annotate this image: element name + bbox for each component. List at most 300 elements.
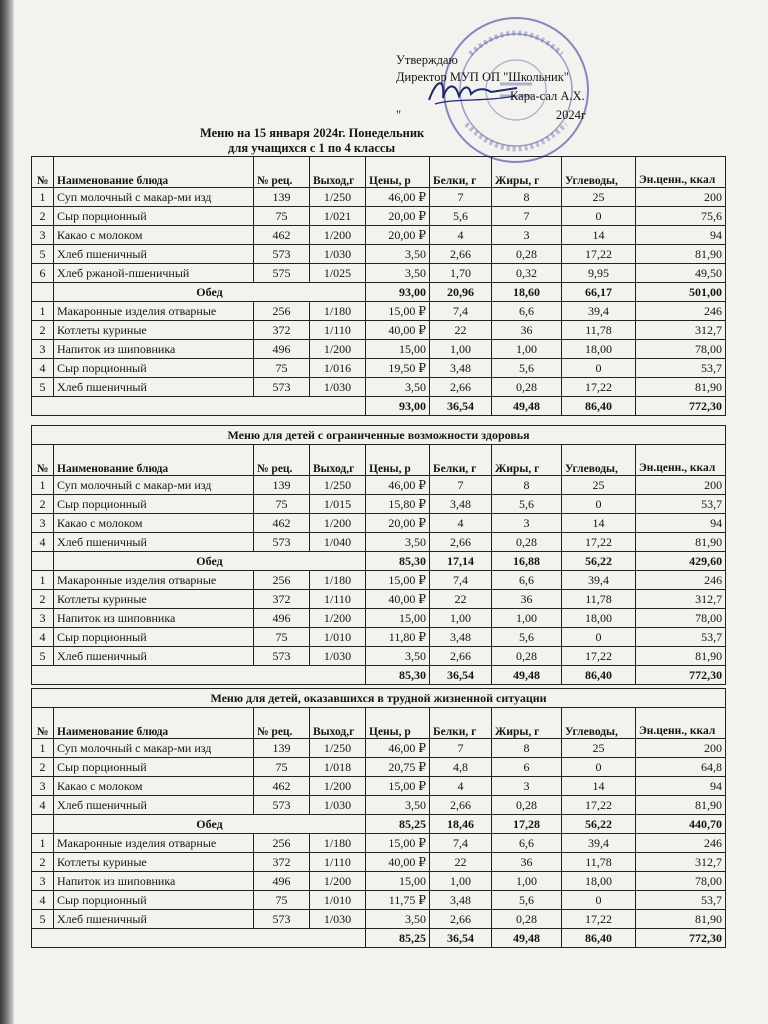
column-header: Цены, р: [366, 445, 430, 476]
dish-cell: 40,00 ₽: [366, 590, 430, 609]
total-cell: 85,30: [366, 666, 430, 685]
dish-cell: 7,4: [430, 571, 492, 590]
dish-cell: Хлеб пшеничный: [54, 647, 254, 666]
dish-cell: 7: [430, 739, 492, 758]
dish-cell: 0: [562, 891, 636, 910]
dish-row: [32, 495, 726, 514]
dish-cell: 22: [430, 853, 492, 872]
lunch-subtotal-cell: 17,14: [430, 552, 492, 571]
lunch-subtotal-cell: 440,70: [636, 815, 726, 834]
dish-cell: 46,00 ₽: [366, 188, 430, 207]
dish-cell: 6,6: [492, 302, 562, 321]
dish-cell: 2,66: [430, 378, 492, 397]
dish-cell: Котлеты куриные: [54, 321, 254, 340]
dish-cell: 3: [32, 226, 54, 245]
column-header: Цены, р: [366, 157, 430, 188]
dish-cell: 64,8: [636, 758, 726, 777]
dish-cell: 496: [254, 872, 310, 891]
total-cell: 49,48: [492, 397, 562, 416]
dish-row: [32, 207, 726, 226]
dish-cell: 1/180: [310, 571, 366, 590]
dish-cell: Сыр порционный: [54, 359, 254, 378]
dish-cell: 9,95: [562, 264, 636, 283]
dish-cell: 81,90: [636, 533, 726, 552]
lunch-subtotal-cell: 85,30: [366, 552, 430, 571]
dish-cell: 1/021: [310, 207, 366, 226]
dish-cell: 5: [32, 910, 54, 929]
dish-cell: 3,50: [366, 533, 430, 552]
dish-cell: 0: [562, 495, 636, 514]
dish-row: [32, 571, 726, 590]
dish-cell: 17,22: [562, 796, 636, 815]
column-header: Жиры, г: [492, 708, 562, 739]
dish-cell: 139: [254, 739, 310, 758]
column-header: № рец.: [254, 708, 310, 739]
dish-cell: 1,00: [492, 340, 562, 359]
dish-cell: 573: [254, 533, 310, 552]
dish-row: [32, 340, 726, 359]
dish-cell: 81,90: [636, 796, 726, 815]
dish-cell: 94: [636, 777, 726, 796]
dish-cell: 1/200: [310, 872, 366, 891]
dish-cell: 5: [32, 378, 54, 397]
dish-cell: 2: [32, 495, 54, 514]
dish-cell: 372: [254, 321, 310, 340]
dish-cell: 0,28: [492, 378, 562, 397]
dish-cell: Напиток из шиповника: [54, 609, 254, 628]
dish-cell: Сыр порционный: [54, 495, 254, 514]
lunch-subtotal-cell: 85,25: [366, 815, 430, 834]
dish-cell: 14: [562, 777, 636, 796]
column-header: Выход,г: [310, 157, 366, 188]
dish-cell: 256: [254, 302, 310, 321]
dish-cell: 1/030: [310, 245, 366, 264]
dish-cell: 40,00 ₽: [366, 853, 430, 872]
dish-cell: Сыр порционный: [54, 758, 254, 777]
dish-cell: 78,00: [636, 872, 726, 891]
dish-cell: 7: [430, 476, 492, 495]
total-cell: 49,48: [492, 666, 562, 685]
dish-cell: 15,00: [366, 609, 430, 628]
dish-row: [32, 245, 726, 264]
dish-cell: 2,66: [430, 533, 492, 552]
dish-cell: 1/250: [310, 739, 366, 758]
dish-cell: 573: [254, 378, 310, 397]
total-cell: 86,40: [562, 397, 636, 416]
dish-cell: 5,6: [492, 628, 562, 647]
approval-date: [396, 107, 586, 124]
total-row: [32, 929, 726, 948]
dish-cell: 1,00: [430, 609, 492, 628]
dish-cell: 1/018: [310, 758, 366, 777]
dish-cell: 200: [636, 739, 726, 758]
lunch-subtotal-cell: 16,88: [492, 552, 562, 571]
dish-row: [32, 647, 726, 666]
dish-cell: Котлеты куриные: [54, 853, 254, 872]
lunch-subtotal-cell: 93,00: [366, 283, 430, 302]
column-header: Углеводы,: [562, 157, 636, 188]
column-header: Белки, г: [430, 445, 492, 476]
dish-cell: 1/110: [310, 590, 366, 609]
dish-cell: 4: [430, 514, 492, 533]
dish-cell: 15,00: [366, 872, 430, 891]
dish-cell: 2: [32, 853, 54, 872]
dish-cell: 200: [636, 476, 726, 495]
dish-cell: 462: [254, 514, 310, 533]
dish-cell: 4: [32, 891, 54, 910]
total-cell: 36,54: [430, 666, 492, 685]
dish-cell: 11,75 ₽: [366, 891, 430, 910]
section-title-row: [32, 426, 726, 445]
dish-cell: 11,78: [562, 590, 636, 609]
blank-cell: [32, 397, 366, 416]
dish-row: [32, 628, 726, 647]
dish-cell: 4: [32, 533, 54, 552]
dish-cell: 17,22: [562, 910, 636, 929]
dish-cell: 1/030: [310, 378, 366, 397]
approval-name: Кара-сал А.Х.: [510, 89, 585, 103]
dish-cell: 246: [636, 834, 726, 853]
dish-cell: 462: [254, 226, 310, 245]
dish-row: [32, 834, 726, 853]
dish-cell: 25: [562, 188, 636, 207]
dish-row: [32, 476, 726, 495]
total-cell: 772,30: [636, 666, 726, 685]
dish-cell: 256: [254, 571, 310, 590]
dish-cell: 246: [636, 302, 726, 321]
dish-cell: 36: [492, 590, 562, 609]
dish-cell: 0,28: [492, 533, 562, 552]
column-header: Наименование блюда: [54, 445, 254, 476]
dish-cell: 7: [430, 188, 492, 207]
dish-cell: 3: [32, 340, 54, 359]
dish-cell: 7,4: [430, 302, 492, 321]
dish-cell: 2,66: [430, 245, 492, 264]
approval-date-year: 2024г: [555, 108, 586, 122]
column-header: Эн.ценн., ккал: [636, 445, 726, 476]
menu-table-difficult-situation: [31, 688, 726, 948]
dish-cell: 1/030: [310, 796, 366, 815]
column-header: Эн.ценн., ккал: [636, 157, 726, 188]
dish-cell: Хлеб пшеничный: [54, 533, 254, 552]
dish-cell: 39,4: [562, 834, 636, 853]
dish-cell: 4: [32, 628, 54, 647]
lunch-subtotal-cell: 429,60: [636, 552, 726, 571]
dish-cell: 0: [562, 758, 636, 777]
dish-cell: 14: [562, 514, 636, 533]
dish-cell: 1,00: [492, 609, 562, 628]
dish-cell: 3,48: [430, 891, 492, 910]
column-header: Цены, р: [366, 708, 430, 739]
dish-cell: 19,50 ₽: [366, 359, 430, 378]
dish-cell: Хлеб пшеничный: [54, 378, 254, 397]
dish-row: [32, 796, 726, 815]
dish-cell: 18,00: [562, 340, 636, 359]
dish-cell: 5: [32, 245, 54, 264]
dish-cell: 1/180: [310, 302, 366, 321]
dish-cell: Макаронные изделия отварные: [54, 302, 254, 321]
dish-cell: 39,4: [562, 302, 636, 321]
dish-cell: 1/200: [310, 340, 366, 359]
dish-cell: 496: [254, 340, 310, 359]
dish-cell: 1/015: [310, 495, 366, 514]
column-header: №: [32, 157, 54, 188]
dish-cell: 5: [32, 647, 54, 666]
total-cell: 36,54: [430, 397, 492, 416]
column-header: Наименование блюда: [54, 157, 254, 188]
dish-cell: 18,00: [562, 872, 636, 891]
total-row: [32, 397, 726, 416]
dish-cell: 3,48: [430, 359, 492, 378]
dish-cell: 81,90: [636, 378, 726, 397]
dish-cell: 8: [492, 739, 562, 758]
column-header: Выход,г: [310, 708, 366, 739]
dish-cell: 75: [254, 359, 310, 378]
dish-cell: 78,00: [636, 340, 726, 359]
dish-cell: 3,50: [366, 647, 430, 666]
dish-row: [32, 264, 726, 283]
dish-cell: 6,6: [492, 834, 562, 853]
dish-cell: 20,00 ₽: [366, 207, 430, 226]
dish-cell: 1: [32, 571, 54, 590]
dish-cell: 81,90: [636, 647, 726, 666]
column-header: Углеводы,: [562, 445, 636, 476]
menu-subtitle: для учащихся с 1 по 4 классы: [228, 141, 396, 155]
dish-cell: 573: [254, 910, 310, 929]
dish-cell: 139: [254, 188, 310, 207]
dish-cell: 25: [562, 476, 636, 495]
dish-cell: 1/040: [310, 533, 366, 552]
dish-cell: 3: [492, 777, 562, 796]
dish-cell: 11,78: [562, 853, 636, 872]
dish-cell: 246: [636, 571, 726, 590]
dish-row: [32, 302, 726, 321]
dish-cell: 1,00: [430, 872, 492, 891]
approval-date-quote: ": [396, 108, 402, 122]
section-title: Меню для детей, оказавшихся в трудной жизненной ситуации: [32, 689, 726, 708]
dish-cell: Макаронные изделия отварные: [54, 571, 254, 590]
dish-cell: 2,66: [430, 910, 492, 929]
dish-cell: 81,90: [636, 910, 726, 929]
dish-cell: 0,28: [492, 910, 562, 929]
scan-shadow-edge: [0, 0, 14, 1024]
dish-cell: 15,00 ₽: [366, 777, 430, 796]
column-header: Белки, г: [430, 708, 492, 739]
dish-cell: 1/030: [310, 647, 366, 666]
dish-cell: 1/010: [310, 628, 366, 647]
dish-cell: 5,6: [430, 207, 492, 226]
dish-cell: 2: [32, 207, 54, 226]
dish-cell: 75: [254, 758, 310, 777]
dish-cell: 1: [32, 302, 54, 321]
dish-cell: 22: [430, 321, 492, 340]
dish-cell: 14: [562, 226, 636, 245]
dish-cell: 256: [254, 834, 310, 853]
dish-cell: 11,78: [562, 321, 636, 340]
dish-cell: 4: [430, 226, 492, 245]
dish-cell: 1/250: [310, 476, 366, 495]
dish-cell: Напиток из шиповника: [54, 872, 254, 891]
dish-cell: 25: [562, 739, 636, 758]
dish-cell: 0,28: [492, 796, 562, 815]
total-cell: 86,40: [562, 666, 636, 685]
dish-cell: 575: [254, 264, 310, 283]
dish-cell: 18,00: [562, 609, 636, 628]
dish-cell: 15,00 ₽: [366, 302, 430, 321]
dish-cell: Какао с молоком: [54, 777, 254, 796]
total-cell: 49,48: [492, 929, 562, 948]
dish-cell: 1/016: [310, 359, 366, 378]
dish-row: [32, 378, 726, 397]
dish-cell: 372: [254, 853, 310, 872]
dish-cell: 36: [492, 321, 562, 340]
lunch-subtotal-cell: 20,96: [430, 283, 492, 302]
lunch-subtotal-row: [32, 815, 726, 834]
dish-cell: 1/250: [310, 188, 366, 207]
dish-cell: 49,50: [636, 264, 726, 283]
dish-cell: 8: [492, 476, 562, 495]
dish-cell: 3,48: [430, 628, 492, 647]
dish-cell: 3: [32, 777, 54, 796]
dish-cell: 200: [636, 188, 726, 207]
dish-cell: 17,22: [562, 245, 636, 264]
dish-cell: Сыр порционный: [54, 891, 254, 910]
dish-cell: 20,00 ₽: [366, 226, 430, 245]
lunch-subtotal-row: [32, 552, 726, 571]
lunch-label: Обед: [54, 815, 366, 834]
dish-cell: 15,00 ₽: [366, 834, 430, 853]
dish-cell: 1/200: [310, 514, 366, 533]
dish-cell: 15,80 ₽: [366, 495, 430, 514]
dish-cell: 7: [492, 207, 562, 226]
dish-cell: 75: [254, 495, 310, 514]
total-cell: 93,00: [366, 397, 430, 416]
dish-cell: 4: [32, 359, 54, 378]
dish-cell: Макаронные изделия отварные: [54, 834, 254, 853]
dish-cell: 3: [492, 226, 562, 245]
total-cell: 86,40: [562, 929, 636, 948]
section-title: Меню для детей с ограниченные возможности здоровья: [32, 426, 726, 445]
dish-cell: 312,7: [636, 853, 726, 872]
dish-cell: 1/030: [310, 910, 366, 929]
dish-row: [32, 590, 726, 609]
lunch-subtotal-cell: 66,17: [562, 283, 636, 302]
dish-cell: Какао с молоком: [54, 514, 254, 533]
dish-cell: 2: [32, 758, 54, 777]
dish-cell: 462: [254, 777, 310, 796]
blank-cell: [32, 815, 54, 834]
dish-cell: 139: [254, 476, 310, 495]
dish-cell: 20,00 ₽: [366, 514, 430, 533]
dish-cell: 94: [636, 226, 726, 245]
dish-cell: 8: [492, 188, 562, 207]
dish-cell: Суп молочный с макар-ми изд: [54, 476, 254, 495]
dish-row: [32, 514, 726, 533]
menu-heading: [200, 126, 424, 156]
dish-cell: 40,00 ₽: [366, 321, 430, 340]
lunch-label: Обед: [54, 283, 366, 302]
dish-cell: 75,6: [636, 207, 726, 226]
dish-cell: 0,28: [492, 647, 562, 666]
dish-cell: Сыр порционный: [54, 207, 254, 226]
dish-cell: 1: [32, 188, 54, 207]
dish-cell: 3,50: [366, 378, 430, 397]
dish-cell: 11,80 ₽: [366, 628, 430, 647]
dish-cell: Хлеб пшеничный: [54, 910, 254, 929]
dish-cell: 53,7: [636, 359, 726, 378]
menu-table-limited-health: [31, 425, 726, 685]
dish-cell: 5,6: [492, 495, 562, 514]
header-row: [32, 157, 726, 188]
dish-cell: 573: [254, 796, 310, 815]
approval-approved: Утверждаю: [396, 53, 458, 67]
dish-cell: Хлеб пшеничный: [54, 796, 254, 815]
dish-cell: 6: [492, 758, 562, 777]
section-title-row: [32, 689, 726, 708]
dish-cell: Какао с молоком: [54, 226, 254, 245]
dish-cell: 312,7: [636, 321, 726, 340]
dish-cell: 372: [254, 590, 310, 609]
dish-cell: 0: [562, 207, 636, 226]
dish-cell: 2: [32, 590, 54, 609]
menu-table-primary: [31, 156, 726, 416]
dish-cell: 3,50: [366, 245, 430, 264]
dish-row: [32, 758, 726, 777]
dish-row: [32, 226, 726, 245]
dish-cell: 1/180: [310, 834, 366, 853]
total-cell: 772,30: [636, 397, 726, 416]
dish-cell: 53,7: [636, 891, 726, 910]
dish-cell: 94: [636, 514, 726, 533]
dish-cell: Хлеб ржаной-пшеничный: [54, 264, 254, 283]
dish-cell: 46,00 ₽: [366, 739, 430, 758]
column-header: Углеводы,: [562, 708, 636, 739]
dish-cell: 2,66: [430, 796, 492, 815]
dish-cell: 1,00: [492, 872, 562, 891]
dish-row: [32, 853, 726, 872]
dish-row: [32, 188, 726, 207]
dish-row: [32, 739, 726, 758]
dish-cell: 3,50: [366, 910, 430, 929]
dish-cell: Котлеты куриные: [54, 590, 254, 609]
total-cell: 36,54: [430, 929, 492, 948]
dish-cell: 1,00: [430, 340, 492, 359]
dish-row: [32, 910, 726, 929]
blank-cell: [32, 666, 366, 685]
dish-cell: 15,00: [366, 340, 430, 359]
dish-cell: 3: [32, 609, 54, 628]
dish-row: [32, 609, 726, 628]
dish-cell: 20,75 ₽: [366, 758, 430, 777]
dish-cell: 75: [254, 891, 310, 910]
dish-cell: 1/200: [310, 226, 366, 245]
blank-cell: [32, 283, 54, 302]
dish-cell: 0: [562, 359, 636, 378]
dish-row: [32, 872, 726, 891]
dish-cell: 17,22: [562, 533, 636, 552]
dish-cell: 1/200: [310, 777, 366, 796]
dish-cell: Суп молочный с макар-ми изд: [54, 188, 254, 207]
dish-cell: Сыр порционный: [54, 628, 254, 647]
dish-cell: 3,50: [366, 264, 430, 283]
column-header: Наименование блюда: [54, 708, 254, 739]
dish-cell: 1: [32, 834, 54, 853]
dish-cell: 1/110: [310, 321, 366, 340]
dish-cell: 81,90: [636, 245, 726, 264]
column-header: №: [32, 708, 54, 739]
dish-cell: 3,48: [430, 495, 492, 514]
column-header: Белки, г: [430, 157, 492, 188]
